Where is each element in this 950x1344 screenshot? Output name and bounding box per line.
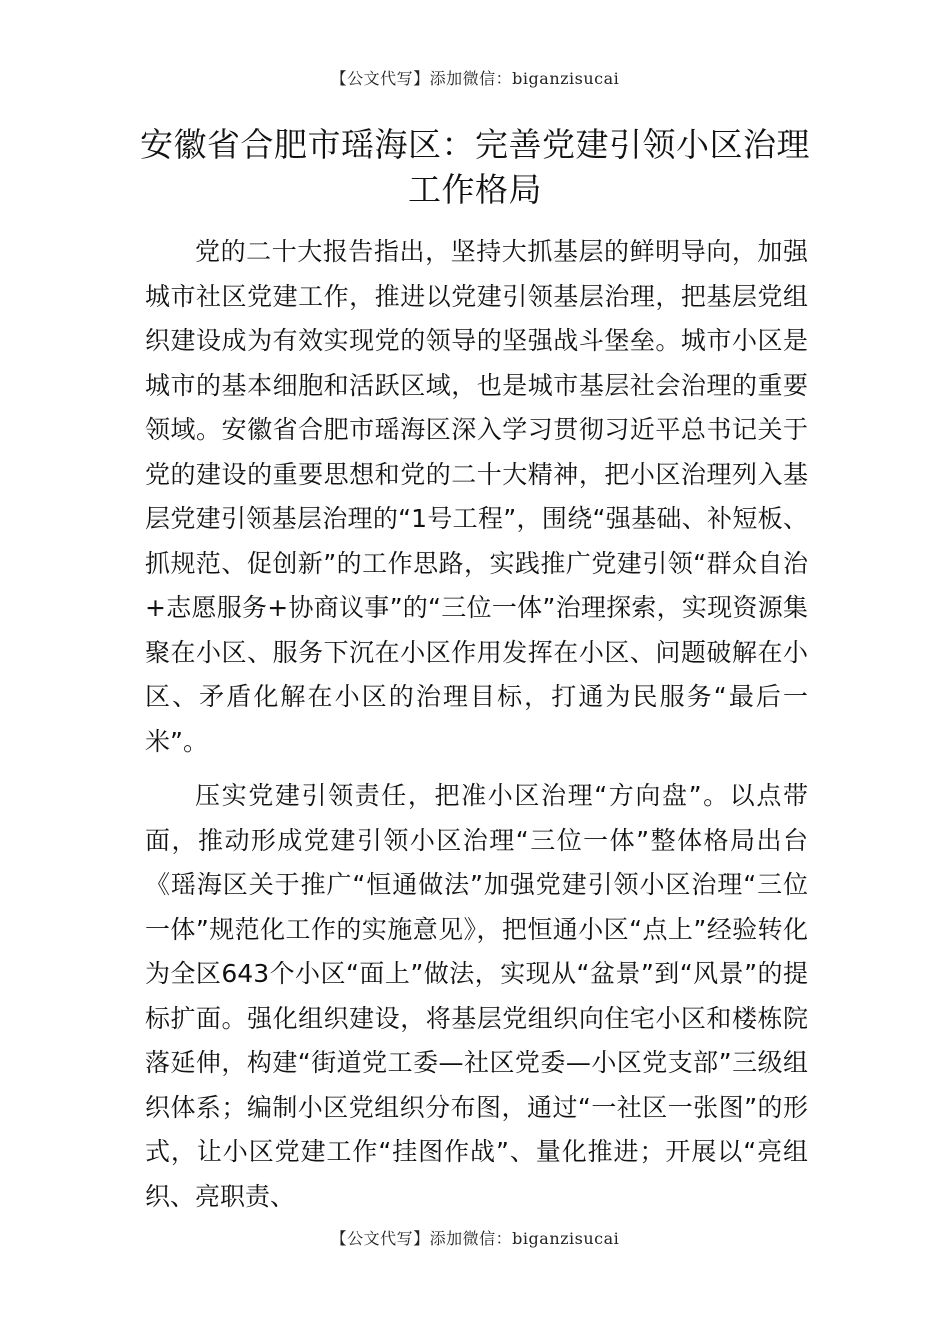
paragraph: 党的二十大报告指出，坚持大抓基层的鲜明导向，加强城市社区党建工作，推进以党建引领基层治理，把基层党组织建设成为有效实现党的领导的坚强战斗堡垒。城市小区是城市的基本细胞和活跃区域，也是城市基层社会治理的重要领域。安徽省合肥市瑶海区深入学习贯彻习近平总书记关于党的建设的重要思想和党的二十大精神，把小区治理列入基层党建引领基层治理的“1号工程”，围绕“强基础、补短板、抓规范、促创新”的工作思路，实践推广党建引领“群众自治+志愿服务+协商议事”的“三位一体”治理探索，实现资源集聚在小区、服务下沉在小区作用发挥在小区、问题破解在小区、矛盾化解在小区的治理目标，打通为民服务“最后一米”。 xyxy=(145,237,808,756)
document-body xyxy=(145,230,808,1229)
page-footer: 【公文代写】添加微信：biganzisucai xyxy=(330,1229,620,1248)
paragraph: 压实党建引领责任，把准小区治理“方向盘”。以点带面，推动形成党建引领小区治理“三位一体”整体格局出台《瑶海区关于推广“恒通做法”加强党建引领小区治理“三位一体”规范化工作的实施意见》，把恒通小区“点上”经验转化为全区643个小区“面上”做法，实现从“盆景”到“风景”的提标扩面。强化组织建设，将基层党组织向住宅小区和楼栋院落延伸，构建“街道党工委—社区党委—小区党支部”三级组织体系；编制小区党组织分布图，通过“一社区一张图”的形式，让小区党建工作“挂图作战”、量化推进；开展以“亮组织、亮职责、 xyxy=(145,781,808,1211)
page-header: 【公文代写】添加微信：biganzisucai xyxy=(330,69,620,88)
document-title: 安徽省合肥市瑶海区：完善党建引领小区治理工作格局 xyxy=(140,125,810,209)
